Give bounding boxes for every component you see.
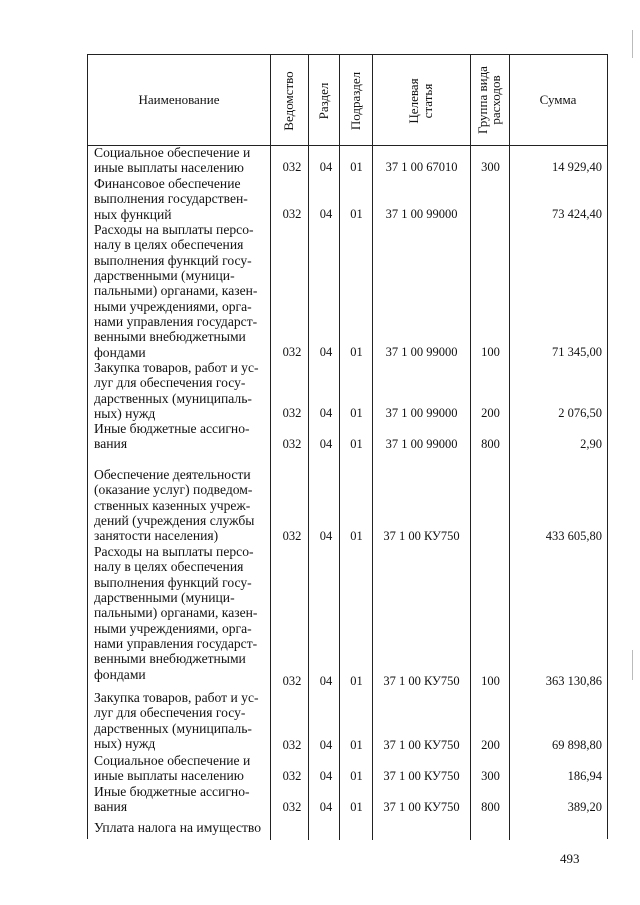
row-subsection: 01 (350, 674, 363, 688)
row-subsection: 01 (350, 406, 363, 420)
row-dept: 032 (282, 674, 302, 688)
row-name: Расходы на выплаты персо- налу в целях обеспечения выполнения функций госу- дарственными (муници- пальными) органами, казен- ными учреждениями, орга- нами управления государст- венными внебюджетными фондами (94, 544, 258, 682)
row-section: 04 (319, 406, 333, 420)
row-dept: 032 (282, 738, 302, 752)
row-section: 04 (319, 738, 333, 752)
row-dept: 032 (282, 160, 302, 174)
row-dept: 032 (282, 529, 302, 543)
row-name: Закупка товаров, работ и ус- луг для обеспечения госу- дарственных (муниципаль- ных) нужд (94, 690, 259, 752)
row-dept: 032 (282, 437, 302, 451)
row-sum: 14 929,40 (552, 160, 602, 174)
header-section: Раздел (316, 82, 331, 120)
row-sum: 2 076,50 (558, 406, 602, 420)
header-item (407, 66, 435, 136)
scan-margin-mark (632, 650, 633, 680)
row-subsection: 01 (350, 800, 363, 814)
row-group: 100 (481, 674, 500, 688)
row-item: 37 1 00 КУ750 (383, 674, 460, 688)
row-section: 04 (319, 207, 333, 221)
row-sum: 71 345,00 (552, 345, 602, 359)
header-name: Наименование (138, 92, 220, 107)
scan-margin-mark (632, 30, 633, 58)
column-divider (308, 55, 309, 840)
row-sum: 73 424,40 (552, 207, 602, 221)
row-dept: 032 (282, 345, 302, 359)
row-subsection: 01 (350, 738, 363, 752)
row-name: Расходы на выплаты персо- налу в целях обеспечения выполнения функций госу- дарственными (муници- пальными) органами, казен- ными учреждениями, орга- нами управления государст- венными внебюджетными фондами (94, 222, 258, 360)
row-section: 04 (319, 674, 333, 688)
row-name: Обеспечение деятельности (оказание услуг) подведом- ственных казенных учреж- дений (учреждения службы занятости населения) (94, 467, 255, 544)
header-subsection: Подраздел (348, 71, 363, 131)
column-divider (270, 55, 271, 840)
row-sum: 363 130,86 (545, 674, 602, 688)
row-sum: 433 605,80 (545, 529, 602, 543)
row-sum: 69 898,80 (552, 738, 602, 752)
header-sum: Сумма (539, 92, 577, 107)
row-item: 37 1 00 67010 (385, 160, 458, 174)
row-subsection: 01 (350, 207, 363, 221)
row-subsection: 01 (350, 769, 363, 783)
row-group: 300 (481, 769, 500, 783)
row-group: 200 (481, 406, 500, 420)
row-dept: 032 (282, 800, 302, 814)
row-name: Иные бюджетные ассигно- вания (94, 421, 250, 452)
row-item: 37 1 00 КУ750 (383, 800, 460, 814)
header-group-text: Группа вида расходов (475, 66, 503, 134)
page-number: 493 (560, 851, 580, 866)
row-subsection: 01 (350, 160, 363, 174)
row-item: 37 1 00 99000 (385, 406, 458, 420)
row-name: Социальное обеспечение и иные выплаты населению (94, 753, 251, 784)
row-name: Иные бюджетные ассигно- вания (94, 784, 250, 815)
row-section: 04 (319, 345, 333, 359)
row-subsection: 01 (350, 345, 363, 359)
row-sum: 186,94 (567, 769, 602, 783)
row-item: 37 1 00 КУ750 (383, 529, 460, 543)
row-dept: 032 (282, 207, 302, 221)
row-group: 200 (481, 738, 500, 752)
row-dept: 032 (282, 406, 302, 420)
row-section: 04 (319, 160, 333, 174)
row-section: 04 (319, 769, 333, 783)
row-dept: 032 (282, 769, 302, 783)
row-sum: 389,20 (567, 800, 602, 814)
row-name: Закупка товаров, работ и ус- луг для обеспечения госу- дарственных (муниципаль- ных) нужд (94, 360, 259, 422)
row-section: 04 (319, 437, 333, 451)
row-subsection: 01 (350, 437, 363, 451)
row-name: Уплата налога на имущество (94, 820, 262, 835)
row-group: 300 (481, 160, 500, 174)
row-section: 04 (319, 529, 333, 543)
row-name: Финансовое обеспечение выполнения государствен- ных функций (94, 176, 248, 222)
row-item: 37 1 00 99000 (385, 207, 458, 221)
row-item: 37 1 00 99000 (385, 345, 458, 359)
row-name: Социальное обеспечение и иные выплаты населению (94, 145, 251, 176)
row-group: 800 (481, 437, 500, 451)
row-sum: 2,90 (580, 437, 602, 451)
row-item: 37 1 00 КУ750 (383, 738, 460, 752)
row-item: 37 1 00 КУ750 (383, 769, 460, 783)
header-dept: Ведомство (281, 71, 296, 131)
header-group (476, 58, 502, 142)
budget-table (87, 54, 608, 839)
row-subsection: 01 (350, 529, 363, 543)
row-group: 800 (481, 800, 500, 814)
row-item: 37 1 00 99000 (385, 437, 458, 451)
row-section: 04 (319, 800, 333, 814)
header-item-text: Целевая статья (406, 78, 435, 124)
row-group: 100 (481, 345, 500, 359)
